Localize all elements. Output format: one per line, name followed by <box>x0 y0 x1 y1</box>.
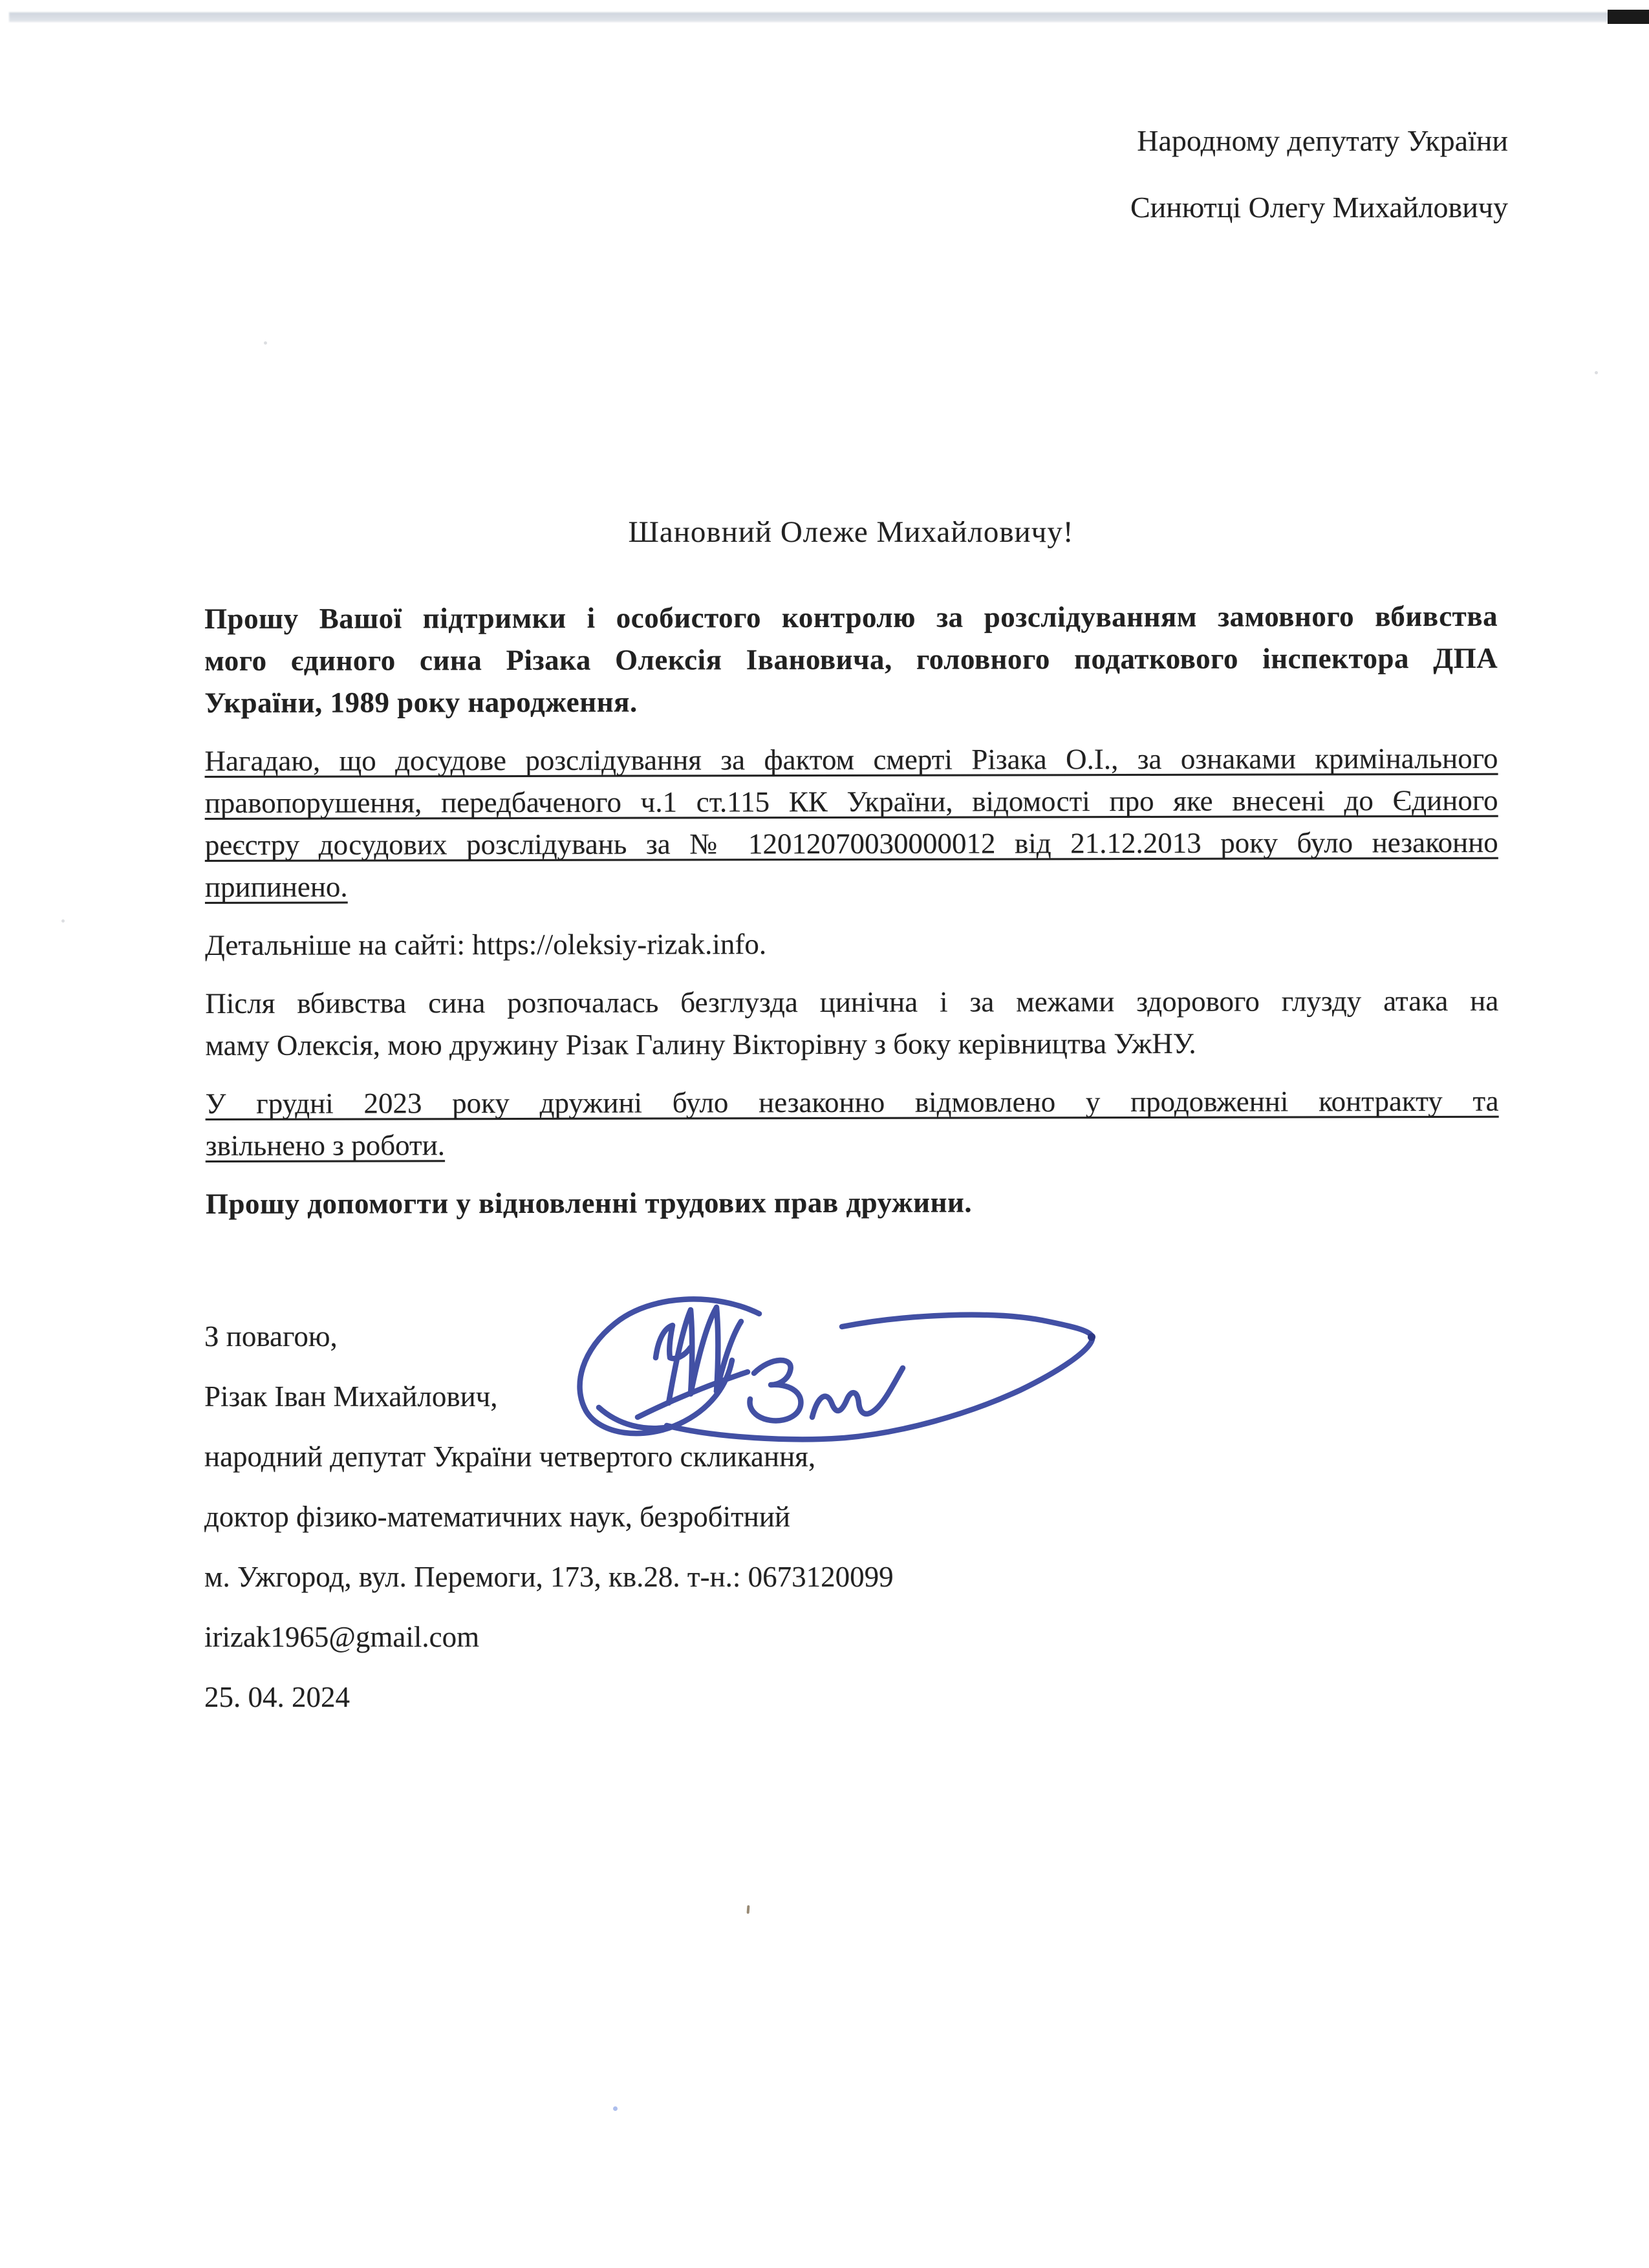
scan-artifact-corner <box>1608 10 1649 24</box>
paragraph-dismissal <box>206 1080 1499 1167</box>
text-line: звільнено з роботи. <box>205 1129 446 1162</box>
recipient-block <box>1130 123 1508 256</box>
text-line: України, 1989 року народження. <box>204 685 638 719</box>
text-line: Прошу Вашої підтримки і особистого контролю за розслідуванням замовного вбивства <box>204 599 1498 635</box>
scan-speck <box>61 919 65 923</box>
paragraph-request <box>204 595 1498 724</box>
signer-name: Різак Іван Михайлович, <box>204 1380 498 1413</box>
ink-blob <box>1088 1333 1095 1341</box>
text-line: Прошу допомогти у відновленні трудових прав дружини. <box>205 1186 973 1220</box>
scan-speck <box>747 1905 750 1914</box>
salutation: Шановний Олеже Михайловичу! <box>628 515 1074 549</box>
text-line: У грудні 2023 року дружині було незаконно відмовлено у продовженні контракту та <box>205 1084 1499 1120</box>
text-line: правопорушення, передбаченого ч.1 ст.115 КК України, відомості про яке внесені до Єдиного <box>204 784 1498 819</box>
scan-speck <box>613 2106 618 2111</box>
scan-speck <box>1595 371 1598 374</box>
website-url-line: Детальніше на сайті: https://oleksiy-rizak.info. <box>205 928 767 961</box>
scan-artifact-band <box>9 12 1649 22</box>
signer-address: м. Ужгород, вул. Перемоги, 173, кв.28. т-н.: 0673120099 <box>204 1561 894 1593</box>
text-line: Нагадаю, що досудове розслідування за фактом смерті Різака О.І., за ознаками кримінального <box>204 742 1498 777</box>
text-line: Після вбивства сина розпочалась безглузда цинічна і за межами здорового глузду атака на <box>205 984 1499 1020</box>
text-line: мого єдиного сина Різака Олексія Івановича, головного податкового інспектора ДПА <box>204 641 1498 677</box>
paragraph-attack <box>205 980 1498 1067</box>
text-line: маму Олексія, мою дружину Різак Галину Вікторівну з боку керівництва УжНУ. <box>205 1027 1196 1062</box>
letter-body <box>204 595 1499 1241</box>
paragraph-reminder <box>204 738 1498 908</box>
text-line: реєстру досудових розслідувань за № 12012070030000012 від 21.12.2013 року було незаконно <box>204 826 1498 861</box>
text-line: припинено. <box>204 870 348 903</box>
paragraph-website <box>205 922 1498 967</box>
letter-date: 25. 04. 2024 <box>204 1681 350 1713</box>
paragraph-plea <box>206 1181 1499 1225</box>
recipient-line-2: Синютці Олегу Михайловичу <box>1130 191 1508 224</box>
signer-email: irizak1965@gmail.com <box>204 1621 480 1653</box>
closing-regards: З повагою, <box>204 1320 338 1353</box>
signature-ink <box>560 1288 1119 1453</box>
scan-speck <box>264 341 267 345</box>
signer-degree: доктор фізико-математичних наук, безробітний <box>204 1501 790 1533</box>
signature-strokes <box>580 1299 1093 1439</box>
signer-role: народний депутат України четвертого скликання, <box>204 1440 816 1473</box>
recipient-line-1: Народному депутату України <box>1137 124 1508 157</box>
